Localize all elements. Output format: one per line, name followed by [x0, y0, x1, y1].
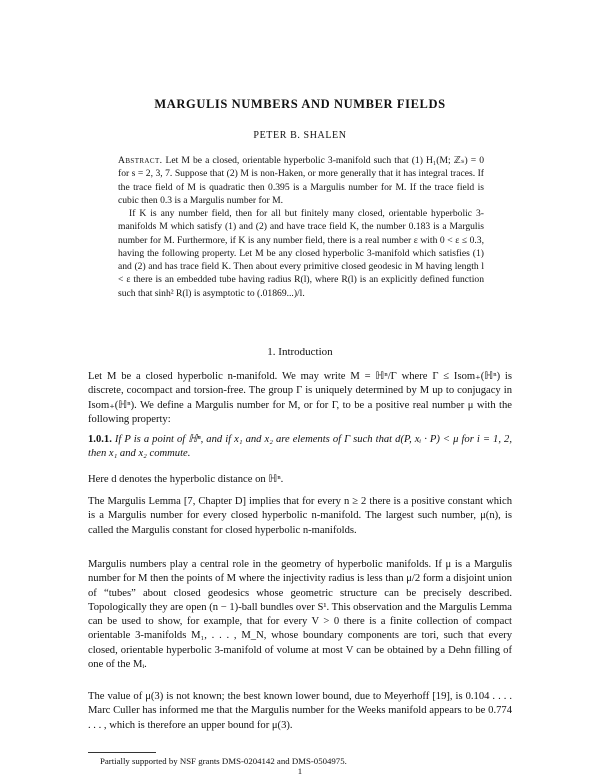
intro-paragraph-3: The Margulis Lemma [7, Chapter D] implies that for every n ≥ 2 there is a positive constant which is a Margulis number for every closed hyperbolic n-manifold. The largest such number, μ(n), is called the Margulis constant for closed hyperbolic n-manifolds. — [88, 496, 512, 536]
definition-number: 1.0.1. — [88, 434, 112, 445]
definition-1-0-1 — [88, 433, 512, 462]
abstract — [118, 154, 484, 300]
section-heading-introduction: 1. Introduction — [267, 346, 333, 358]
page-number: 1 — [297, 766, 303, 776]
paper-author: PETER B. SHALEN — [253, 130, 347, 141]
abstract-paragraph-1 — [118, 154, 484, 207]
intro-paragraph-1: Let M be a closed hyperbolic n-manifold. We may write M = ℍⁿ/Γ where Γ ≤ Isom₊(ℍⁿ) is discrete, cocompact and torsion-free. The group Γ is uniquely determined by M up to conjugacy in Isom₊(ℍⁿ). We define a Margulis number for M, or for Γ, to be a positive real number μ with the following property: — [88, 371, 512, 425]
definition-text: If P is a point of ℍⁿ, and if x₁ and x₂ are elements of Γ such that d(P, xᵢ · P) < μ for i = 1, 2, then x₁ and x₂ commute. — [88, 434, 512, 460]
paper-title: MARGULIS NUMBERS AND NUMBER FIELDS — [154, 97, 446, 111]
abstract-text-1: Let M be a closed, orientable hyperbolic 3-manifold such that (1) H₁(M; ℤₛ) = 0 for s = 2, 3, 7. Suppose that (2) M is non-Haken, or more generally that it has integral traces. If the trace field of M is quadratic then 0.395 is a Margulis number for M. If the trace field is cubic then 0.3 is a Margulis number for M. — [118, 155, 484, 206]
abstract-paragraph-2: If K is any number field, then for all but finitely many closed, orientable hyperbolic 3-manifolds M which satisfy (1) and (2) and have trace field K, the number 0.183 is a Margulis number for M. Furthermore, if K is any number field, there is a real number ε with 0 < ε ≤ 0.3, having the following property. Let M be any closed hyperbolic 3-manifold which satisfies (1) and (2) and has trace field K. Then about every primitive closed geodesic in M having length l < ε there is an embedded tube having radius R(l), where R(l) is an explicitly defined function such that sinh² R(l) is asymptotic to (.01869...)/l. — [118, 208, 484, 299]
footnote-rule — [88, 752, 156, 753]
intro-paragraph-2: Here d denotes the hyperbolic distance on ℍⁿ. — [88, 474, 284, 485]
intro-paragraph-5: The value of μ(3) is not known; the best known lower bound, due to Meyerhoff [19], is 0.104 . . . . Marc Culler has informed me that the Margulis number for the Weeks manifold appears to be 0.774 . . . , which is therefore an upper bound for μ(3). — [88, 691, 512, 731]
abstract-label: Abstract. — [118, 155, 163, 166]
intro-paragraph-4: Margulis numbers play a central role in the geometry of hyperbolic manifolds. If μ is a Margulis number for M then the points of M where the injectivity radius is less than μ/2 form a disjoint union of “tubes” about closed geodesics whose geometric structure can be precisely described. Topologically they are open (n − 1)-ball bundles over S¹. This observation and the Margulis Lemma can be used to show, for example, that for every V > 0 there is a finite collection of compact orientable 3-manifolds M₁, . . . , M_N, whose boundary components are tori, such that every closed, orientable hyperbolic 3-manifold of volume at most V can be obtained by a Dehn filling of one of the Mᵢ. — [88, 559, 512, 671]
footnote: Partially supported by NSF grants DMS-0204142 and DMS-0504975. — [100, 756, 347, 766]
